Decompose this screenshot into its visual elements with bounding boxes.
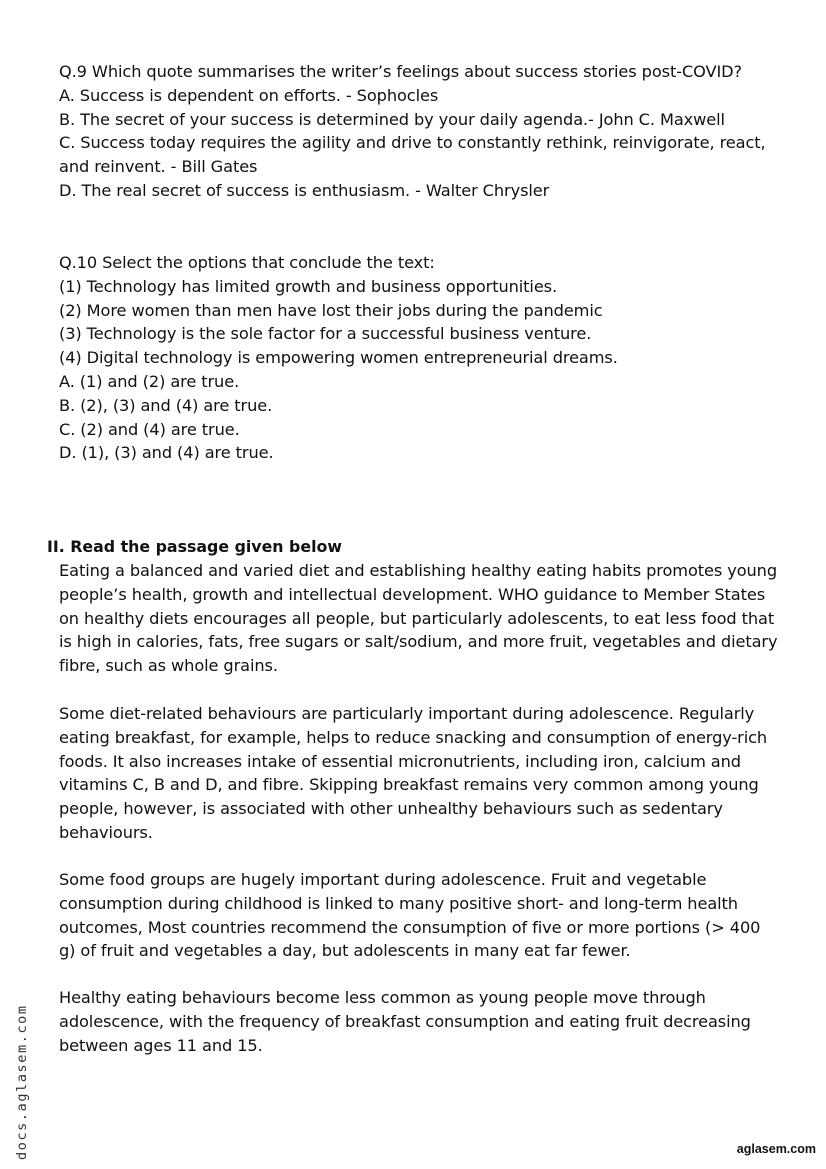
- side-watermark: docs.aglasem.com: [14, 1004, 30, 1160]
- question-9-option-c-continued: and reinvent. - Bill Gates: [59, 157, 258, 177]
- question-10-statement-4: (4) Digital technology is empowering women entrepreneurial dreams.: [59, 348, 618, 368]
- passage-line: on healthy diets encourages all people, but particularly adolescents, to eat less food that: [59, 608, 775, 628]
- passage-line: Healthy eating behaviours become less common as young people move through: [59, 988, 706, 1007]
- section-heading: II. Read the passage given below: [47, 537, 342, 556]
- passage-line: Some diet-related behaviours are particularly important during adolescence. Regularly: [59, 704, 755, 723]
- question-9-stem: Q.9 Which quote summarises the writer’s feelings about success stories post-COVID?: [59, 62, 743, 81]
- passage-line: fibre, such as whole grains.: [59, 656, 278, 676]
- passage-paragraph-4: [59, 986, 779, 1057]
- passage-line: outcomes, Most countries recommend the consumption of five or more portions (> 400: [59, 917, 761, 937]
- passage-line: people, however, is associated with other unhealthy behaviours such as sedentary: [59, 799, 723, 819]
- passage-line: between ages 11 and 15.: [59, 1035, 263, 1055]
- passage-line: people’s health, growth and intellectual development. WHO guidance to Member States: [59, 584, 766, 604]
- question-10: [59, 251, 779, 465]
- passage-paragraph-2: [59, 702, 779, 845]
- passage-line: is high in calories, fats, free sugars or salt/sodium, and more fruit, vegetables and dietary: [59, 632, 778, 652]
- passage-line: foods. It also increases intake of essential micronutrients, including iron, calcium and: [59, 751, 741, 771]
- question-9-option-a: A. Success is dependent on efforts. - Sophocles: [59, 85, 439, 105]
- passage-line: consumption during childhood is linked to many positive short- and long-term health: [59, 893, 738, 913]
- question-10-option-d: D. (1), (3) and (4) are true.: [59, 443, 274, 463]
- passage-line: adolescence, with the frequency of breakfast consumption and eating fruit decreasing: [59, 1011, 751, 1031]
- question-10-option-a: A. (1) and (2) are true.: [59, 371, 240, 391]
- corner-watermark: aglasem.com: [736, 1142, 816, 1156]
- question-10-statement-3: (3) Technology is the sole factor for a successful business venture.: [59, 324, 592, 344]
- passage-line: g) of fruit and vegetables a day, but adolescents in many eat far fewer.: [59, 941, 631, 961]
- question-10-statement-2: (2) More women than men have lost their jobs during the pandemic: [59, 300, 603, 320]
- passage-line: eating breakfast, for example, helps to reduce snacking and consumption of energy-rich: [59, 727, 768, 747]
- passage-line: behaviours.: [59, 822, 153, 842]
- question-9-option-b: B. The secret of your success is determined by your daily agenda.- John C. Maxwell: [59, 109, 725, 129]
- question-9-option-d: D. The real secret of success is enthusiasm. - Walter Chrysler: [59, 180, 550, 200]
- passage-paragraph-1: [59, 559, 779, 678]
- question-10-option-b: B. (2), (3) and (4) are true.: [59, 395, 273, 415]
- passage-line: Some food groups are hugely important during adolescence. Fruit and vegetable: [59, 870, 707, 889]
- passage-paragraph-3: [59, 868, 779, 963]
- question-9-option-c: C. Success today requires the agility and drive to constantly rethink, reinvigorate, react,: [59, 133, 766, 153]
- passage-line: vitamins C, B and D, and fibre. Skipping breakfast remains very common among young: [59, 775, 759, 795]
- question-10-option-c: C. (2) and (4) are true.: [59, 419, 240, 439]
- question-9: [59, 60, 779, 203]
- question-10-stem: Q.10 Select the options that conclude the text:: [59, 253, 435, 272]
- question-10-statement-1: (1) Technology has limited growth and business opportunities.: [59, 276, 558, 296]
- passage-line: Eating a balanced and varied diet and establishing healthy eating habits promotes young: [59, 561, 778, 580]
